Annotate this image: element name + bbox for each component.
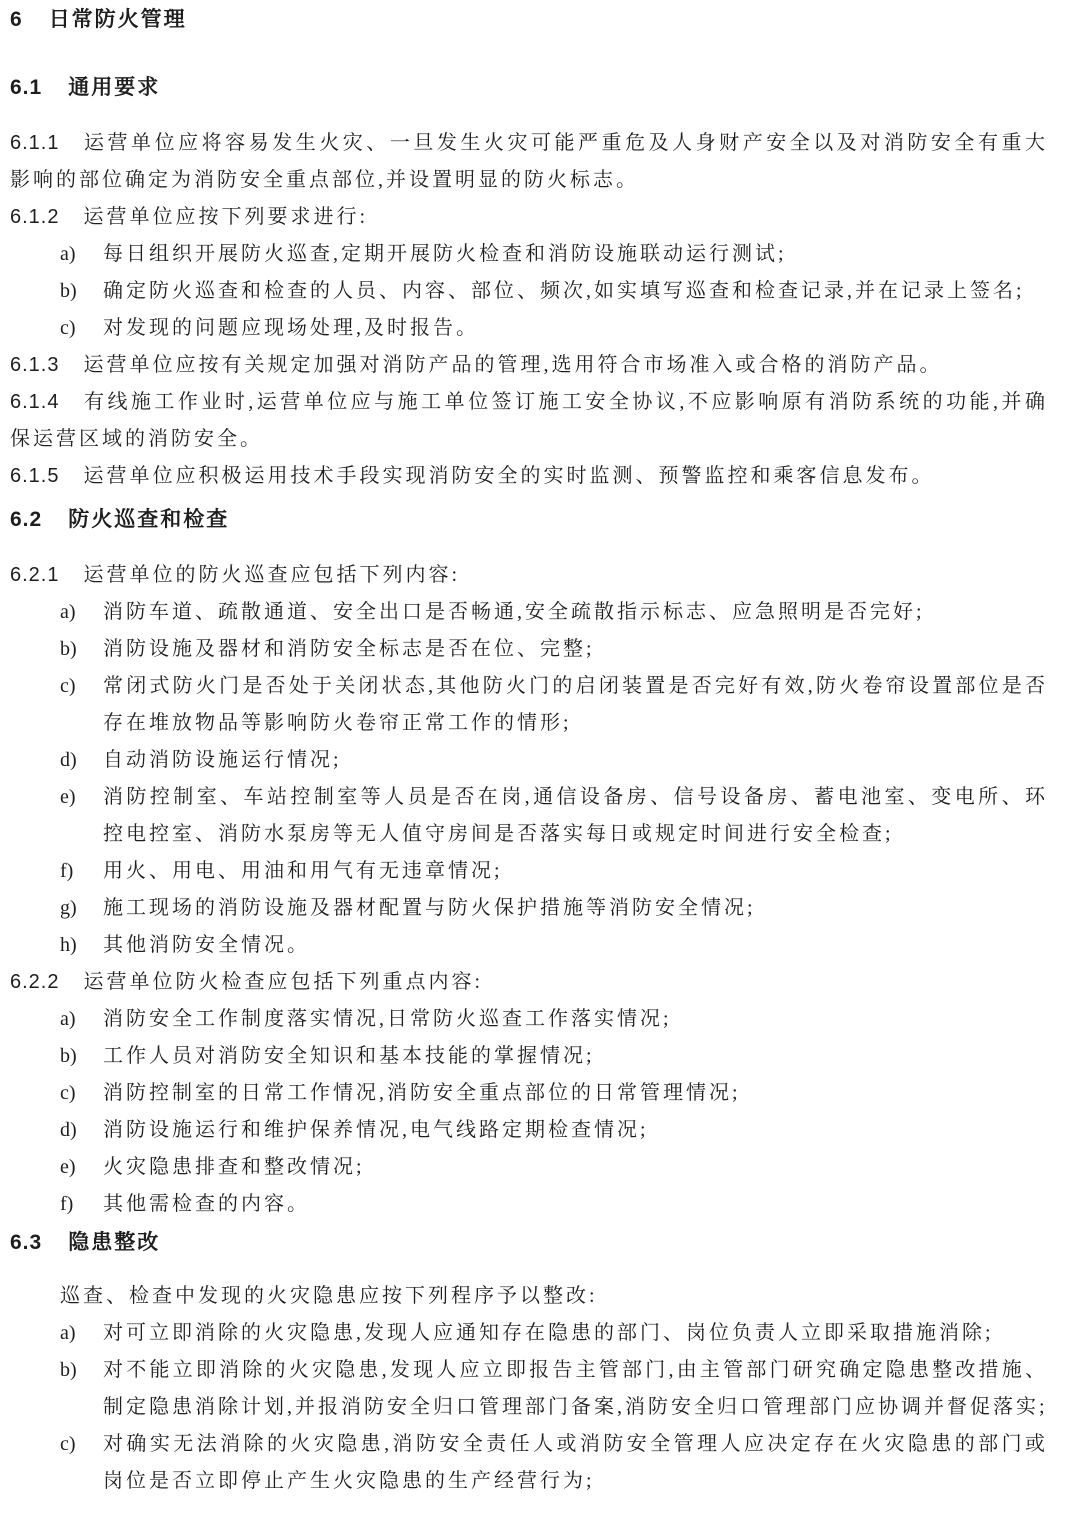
list-item xyxy=(10,594,1048,631)
list-item-label: b) xyxy=(60,280,77,302)
list-item-text: 对可立即消除的火灾隐患,发现人应通知存在隐患的部门、岗位负责人立即采取措施消除; xyxy=(103,1322,994,1344)
list-item-label: e) xyxy=(60,786,76,808)
chapter-heading xyxy=(10,5,1048,35)
clause-number: 6.2.1 xyxy=(10,564,60,586)
list-item-text: 消防控制室、车站控制室等人员是否在岗,通信设备房、信号设备房、蓄电池室、变电所、环控电控室、消防水泵房等无人值守房间是否落实每日或规定时间进行安全检查; xyxy=(103,786,1048,845)
clause-text: 有线施工作业时,运营单位应与施工单位签订施工安全协议,不应影响原有消防系统的功能,并确保运营区域的消防安全。 xyxy=(10,391,1048,450)
list-item-text: 对不能立即消除的火灾隐患,发现人应立即报告主管部门,由主管部门研究确定隐患整改措施、制定隐患消除计划,并报消防安全归口管理部门备案,消防安全归口管理部门应协调并督促落实; xyxy=(103,1359,1048,1418)
clause-611 xyxy=(10,125,1048,199)
list-item xyxy=(10,1149,1048,1186)
clause-615 xyxy=(10,458,1048,495)
list-item-text: 确定防火巡查和检查的人员、内容、部位、频次,如实填写巡查和检查记录,并在记录上签名; xyxy=(103,280,1025,302)
list-item xyxy=(10,1315,1048,1352)
list-item-label: c) xyxy=(60,1082,76,1104)
list-item xyxy=(10,1352,1048,1426)
list-item-text: 常闭式防火门是否处于关闭状态,其他防火门的启闭装置是否完好有效,防火卷帘设置部位是否存在堆放物品等影响防火卷帘正常工作的情形; xyxy=(103,675,1048,734)
clause-number: 6.2.2 xyxy=(10,971,60,993)
list-item-label: d) xyxy=(60,749,77,771)
list-item-label: c) xyxy=(60,1433,76,1455)
list-item xyxy=(10,853,1048,890)
list-item-text: 自动消防设施运行情况; xyxy=(103,749,342,771)
list-item-label: c) xyxy=(60,317,76,339)
list-item-label: d) xyxy=(60,1119,77,1141)
list-item-text: 消防车道、疏散通道、安全出口是否畅通,安全疏散指示标志、应急照明是否完好; xyxy=(103,601,925,623)
clause-622 xyxy=(10,964,1048,1001)
clause-text: 运营单位防火检查应包括下列重点内容: xyxy=(83,971,484,993)
list-item-label: g) xyxy=(60,897,77,919)
list-item xyxy=(10,1426,1048,1500)
list-item-label: f) xyxy=(60,1193,74,1215)
clause-number: 6.1.1 xyxy=(10,132,60,154)
chapter-title: 日常防火管理 xyxy=(48,8,187,31)
list-item xyxy=(10,779,1048,853)
clause-612 xyxy=(10,199,1048,236)
list-item-text: 消防设施运行和维护保养情况,电气线路定期检查情况; xyxy=(103,1119,649,1141)
clause-614 xyxy=(10,384,1048,458)
list-item-text: 消防安全工作制度落实情况,日常防火巡查工作落实情况; xyxy=(103,1008,672,1030)
section-number: 6.3 xyxy=(10,1231,43,1254)
list-item-text: 火灾隐患排查和整改情况; xyxy=(103,1156,365,1178)
clause-text: 运营单位应将容易发生火灾、一旦发生火灾可能严重危及人身财产安全以及对消防安全有重大影响的部位确定为消防安全重点部位,并设置明显的防火标志。 xyxy=(10,132,1048,191)
list-item-text: 其他消防安全情况。 xyxy=(103,934,310,956)
list-item-text: 对发现的问题应现场处理,及时报告。 xyxy=(103,317,479,339)
list-item xyxy=(10,1001,1048,1038)
section-63-intro xyxy=(10,1278,1048,1315)
list-item xyxy=(10,742,1048,779)
list-item xyxy=(10,668,1048,742)
section-number: 6.1 xyxy=(10,76,43,99)
list-item-text: 其他需检查的内容。 xyxy=(103,1193,310,1215)
list-item-label: f) xyxy=(60,860,74,882)
list-item-label: h) xyxy=(60,934,77,956)
list-item-label: a) xyxy=(60,1008,76,1030)
section-number: 6.2 xyxy=(10,508,43,531)
section-heading-62 xyxy=(10,505,1048,535)
list-item xyxy=(10,273,1048,310)
list-item-label: a) xyxy=(60,1322,76,1344)
list-item-text: 消防控制室的日常工作情况,消防安全重点部位的日常管理情况; xyxy=(103,1082,741,1104)
list-item-label: b) xyxy=(60,638,77,660)
section-title: 通用要求 xyxy=(68,76,161,99)
list-item-label: e) xyxy=(60,1156,76,1178)
section-title: 防火巡查和检查 xyxy=(68,508,230,531)
clause-613 xyxy=(10,347,1048,384)
list-item xyxy=(10,1112,1048,1149)
list-item xyxy=(10,236,1048,273)
list-item-label: b) xyxy=(60,1359,77,1381)
list-item-text: 每日组织开展防火巡查,定期开展防火检查和消防设施联动运行测试; xyxy=(103,243,787,265)
list-item-label: a) xyxy=(60,243,76,265)
list-item-text: 施工现场的消防设施及器材配置与防火保护措施等消防安全情况; xyxy=(103,897,756,919)
list-item xyxy=(10,927,1048,964)
clause-text: 运营单位的防火巡查应包括下列内容: xyxy=(83,564,461,586)
section-title: 隐患整改 xyxy=(68,1231,161,1254)
clause-text: 运营单位应按下列要求进行: xyxy=(83,206,369,228)
paragraph-text: 巡查、检查中发现的火灾隐患应按下列程序予以整改: xyxy=(60,1285,598,1307)
clause-621 xyxy=(10,557,1048,594)
list-item xyxy=(10,1038,1048,1075)
list-item xyxy=(10,890,1048,927)
list-item-text: 对确实无法消除的火灾隐患,消防安全责任人或消防安全管理人应决定存在火灾隐患的部门或岗位是否立即停止产生火灾隐患的生产经营行为; xyxy=(103,1433,1048,1492)
chapter-number: 6 xyxy=(10,8,23,31)
list-item xyxy=(10,1075,1048,1112)
clause-number: 6.1.4 xyxy=(10,391,60,413)
list-item xyxy=(10,310,1048,347)
list-item xyxy=(10,1186,1048,1223)
list-item xyxy=(10,631,1048,668)
section-heading-61 xyxy=(10,73,1048,103)
clause-text: 运营单位应按有关规定加强对消防产品的管理,选用符合市场准入或合格的消防产品。 xyxy=(83,354,943,376)
list-item-label: b) xyxy=(60,1045,77,1067)
list-item-text: 工作人员对消防安全知识和基本技能的掌握情况; xyxy=(103,1045,595,1067)
list-item-label: c) xyxy=(60,675,76,697)
clause-number: 6.1.3 xyxy=(10,354,60,376)
clause-text: 运营单位应积极运用技术手段实现消防安全的实时监测、预警监控和乘客信息发布。 xyxy=(83,465,935,487)
clause-number: 6.1.2 xyxy=(10,206,60,228)
list-item-text: 消防设施及器材和消防安全标志是否在位、完整; xyxy=(103,638,595,660)
list-item-text: 用火、用电、用油和用气有无违章情况; xyxy=(103,860,503,882)
list-item-label: a) xyxy=(60,601,76,623)
section-heading-63 xyxy=(10,1228,1048,1258)
clause-number: 6.1.5 xyxy=(10,465,60,487)
